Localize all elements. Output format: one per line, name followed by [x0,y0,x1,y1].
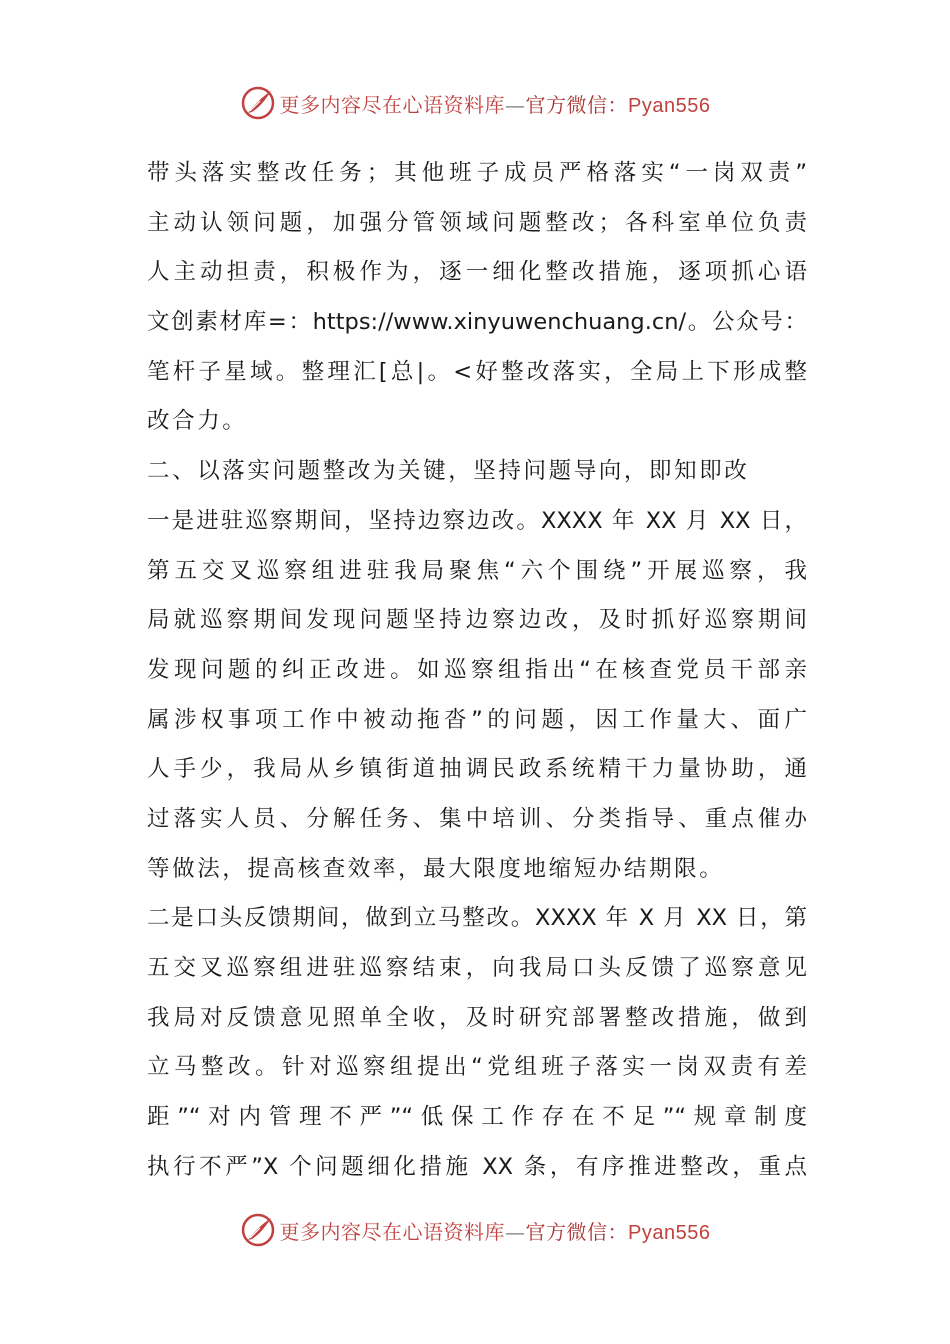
body-line: 文创素材库=：https://www.xinyuwenchuang.cn/。公众号： [147,309,807,336]
watermark-site: 更多内容尽在心语资料库 [279,92,506,117]
header-watermark [0,83,950,123]
watermark-text [280,1216,711,1245]
body-line: 发现问题的纠正改进。如巡察组指出“在核查党员干部亲 [147,656,807,683]
body-line: 改合力。 [147,408,248,435]
footer-watermark [0,1210,950,1250]
body-line: 属涉权事项工作中被动拖沓”的问题，因工作量大、面广 [147,706,807,733]
section-heading: 二、以落实问题整改为关键，坚持问题导向，即知即改 [147,458,750,485]
quill-logo-icon [240,85,276,121]
body-line: 第五交叉巡察组进驻我局聚焦“六个围绕”开展巡察，我 [147,557,807,584]
watermark-wechat-label: 官方微信： [525,1219,629,1244]
quill-logo-icon [240,1212,276,1248]
body-line: 等做法，提高核查效率，最大限度地缩短办结期限。 [147,855,725,882]
body-line: 主动认领问题，加强分管领域问题整改；各科室单位负责 [147,209,807,236]
body-line: 五交叉巡察组进驻巡察结束，向我局口头反馈了巡察意见 [147,955,807,981]
body-line: 一是进驻巡察期间，坚持边察边改。XXXX 年 XX 月 XX 日， [147,507,807,534]
body-line: 带头落实整改任务；其他班子成员严格落实“一岗双责” [147,160,807,186]
body-line: 立马整改。针对巡察组提出“党组班子落实一岗双责有差 [147,1054,807,1081]
body-line: 过落实人员、分解任务、集中培训、分类指导、重点催办 [147,805,807,832]
body-line: 人手少，我局从乡镇街道抽调民政系统精干力量协助，通 [147,756,807,783]
body-line: 距”“对内管理不严”“低保工作存在不足”“规章制度 [147,1104,807,1131]
watermark-dash: — [505,92,526,117]
watermark-text [280,89,711,118]
watermark-wechat-id: Pyan556 [628,1221,711,1244]
body-line: 局就巡察期间发现问题坚持边察边改，及时抓好巡察期间 [147,607,807,634]
body-line: 二是口头反馈期间，做到立马整改。XXXX 年 X 月 XX 日，第 [147,905,807,932]
watermark-wechat-label: 官方微信： [525,92,629,117]
body-line: 执行不严”X 个问题细化措施 XX 条，有序推进整改，重点 [147,1153,807,1180]
body-line: 笔杆子星域。整理汇[总|。<好整改落实，全局上下形成整 [147,358,807,385]
document-body [147,149,807,1192]
watermark-dash: — [505,1219,526,1244]
watermark-site: 更多内容尽在心语资料库 [279,1219,506,1244]
body-line: 我局对反馈意见照单全收，及时研究部署整改措施，做到 [147,1004,807,1031]
body-line: 人主动担责，积极作为，逐一细化整改措施，逐项抓心语 [147,259,807,286]
watermark-wechat-id: Pyan556 [628,94,711,117]
